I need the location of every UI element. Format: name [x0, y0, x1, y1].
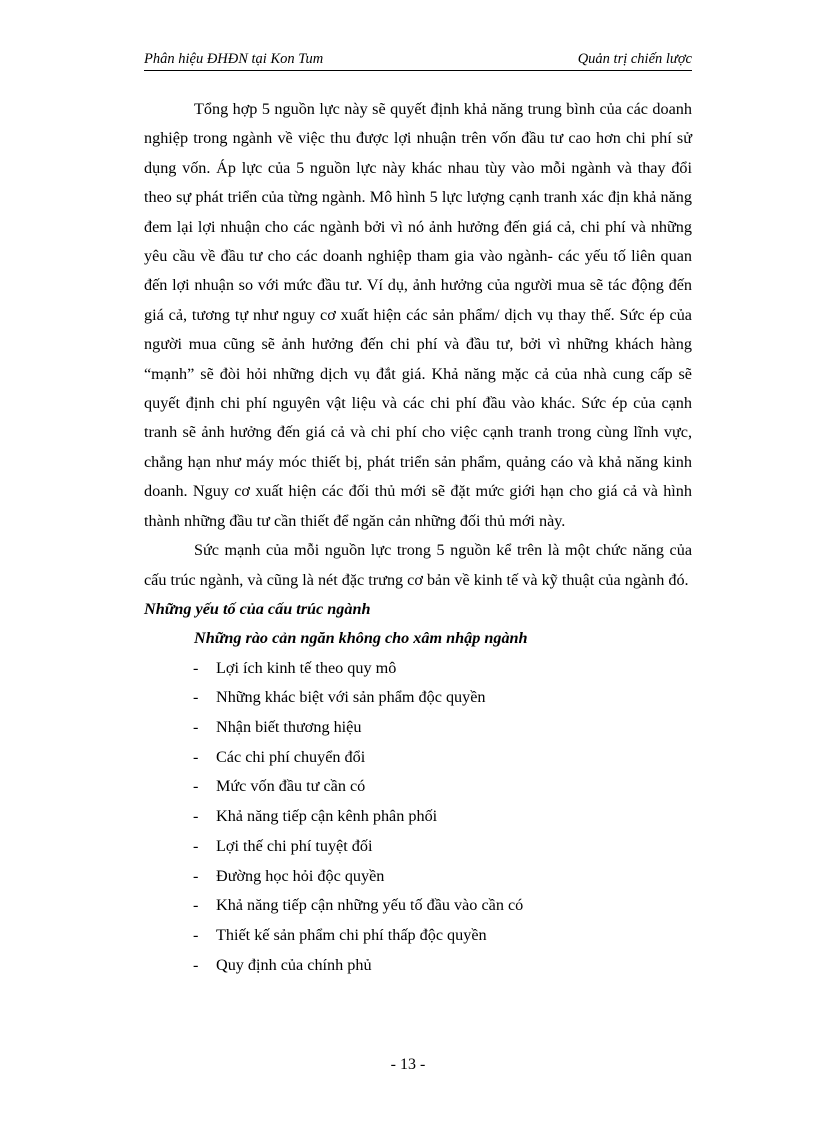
list-item-text: Đường học hỏi độc quyền — [216, 866, 385, 885]
list-item-text: Mức vốn đầu tư cần có — [216, 777, 366, 796]
list-item — [144, 683, 692, 713]
list-bullet: - — [193, 658, 199, 677]
list-item — [144, 654, 692, 684]
page-body — [144, 95, 692, 980]
list-item — [144, 862, 692, 892]
page-number: - 13 - — [390, 1056, 426, 1073]
list-bullet: - — [193, 866, 199, 885]
list-item-text: Những khác biệt với sản phẩm độc quyền — [216, 688, 486, 707]
list-bullet: - — [193, 747, 199, 766]
list-item-text: Các chi phí chuyển đổi — [216, 747, 366, 766]
list-bullet: - — [193, 688, 199, 707]
list-item — [144, 772, 692, 802]
barriers-list — [144, 654, 692, 981]
list-item-text: Khả năng tiếp cận những yếu tố đầu vào cần có — [216, 896, 524, 915]
header-institution: Phân hiệu ĐHĐN tại Kon Tum — [144, 51, 324, 67]
list-item — [144, 891, 692, 921]
page-header — [144, 50, 692, 71]
list-bullet: - — [193, 896, 199, 915]
list-item — [144, 802, 692, 832]
header-course-title: Quản trị chiến lược — [577, 51, 692, 67]
list-item-text: Lợi thế chi phí tuyệt đối — [216, 836, 373, 855]
list-bullet: - — [193, 777, 199, 796]
list-bullet: - — [193, 718, 199, 737]
list-bullet: - — [193, 836, 199, 855]
section-heading: Những yếu tố của cấu trúc ngành — [144, 599, 371, 618]
list-bullet: - — [193, 955, 199, 974]
list-item — [144, 832, 692, 862]
list-item — [144, 951, 692, 981]
paragraph: Tổng hợp 5 nguồn lực này sẽ quyết định khả năng trung bình của các doanh nghiệp trong ngành về việc thu được lợi nhuận trên vốn đầu tư cao hơn chi phí sử dụng vốn. Áp lực của 5 nguồn lực này khác nhau tùy vào mỗi ngành và thay đổi theo sự phát triển của từng ngành. Mô hình 5 lực lượng cạnh tranh xác địn khả năng đem lại lợi nhuận cho các ngành bởi vì nó ảnh hưởng đến giá cả, chi phí và những yêu cầu về đầu tư cho các doanh nghiệp tham gia vào ngành- các yếu tố liên quan đến lợi nhuận so với mức đầu tư. Ví dụ, ảnh hưởng của người mua sẽ tác động đến giá cả, tương tự như nguy cơ xuất hiện các sản phẩm/ dịch vụ thay thế. Sức ép của người mua cũng sẽ ảnh hưởng đến chi phí và đầu tư, bởi vì những khách hàng “mạnh” sẽ đòi hỏi những dịch vụ đắt giá. Khả năng mặc cả của nhà cung cấp sẽ quyết định chi phí nguyên vật liệu và các chi phí đầu vào khác. Sức ép của cạnh tranh sẽ ảnh hưởng đến giá cả và chi phí cho việc cạnh tranh trong cùng lĩnh vực, chẳng hạn như máy móc thiết bị, phát triển sản phẩm, quảng cáo và khả năng kinh doanh. Nguy cơ xuất hiện các đối thủ mới sẽ đặt mức giới hạn cho giá cả và hình thành những đầu tư cần thiết để ngăn cản những đối thủ mới này. — [144, 100, 692, 530]
list-bullet: - — [193, 807, 199, 826]
list-bullet: - — [193, 925, 199, 944]
list-item — [144, 743, 692, 773]
subsection-heading: Những rào cản ngăn không cho xâm nhập ngành — [194, 629, 528, 648]
list-item-text: Nhận biết thương hiệu — [216, 718, 362, 737]
list-item — [144, 921, 692, 951]
list-item-text: Thiết kế sản phẩm chi phí thấp độc quyền — [216, 925, 487, 944]
list-item-text: Lợi ích kinh tế theo quy mô — [216, 658, 397, 677]
list-item-text: Quy định của chính phủ — [216, 955, 372, 974]
list-item-text: Khả năng tiếp cận kênh phân phối — [216, 807, 438, 826]
paragraph: Sức mạnh của mỗi nguồn lực trong 5 nguồn kể trên là một chức năng của cấu trúc ngành, và cũng là nét đặc trưng cơ bản về kinh tế và kỹ thuật của ngành đó. — [144, 541, 692, 589]
list-item — [144, 713, 692, 743]
